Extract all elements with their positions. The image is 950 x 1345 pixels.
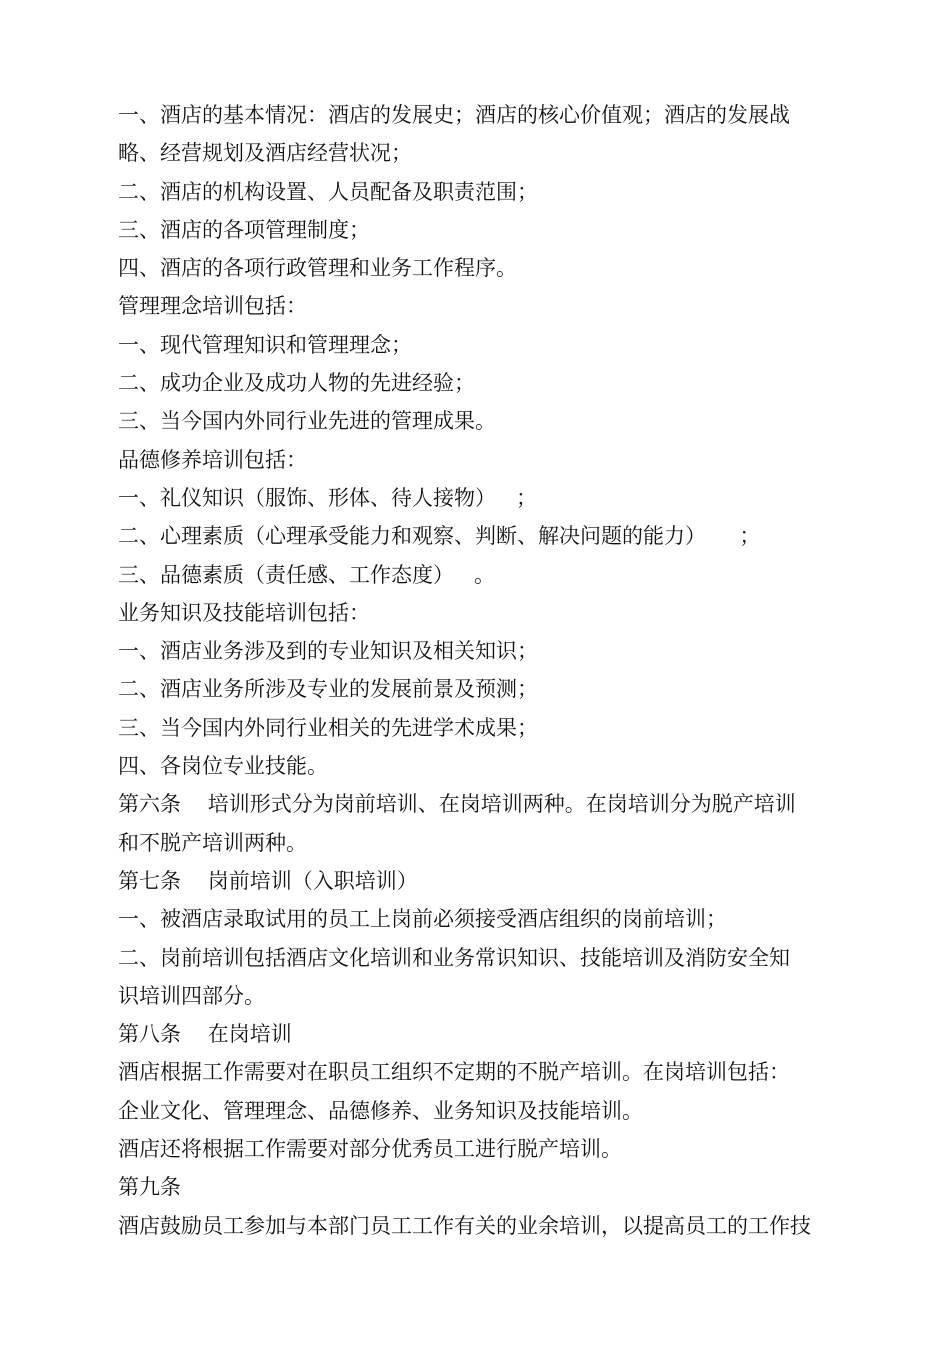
article-line: 第九条 [118, 1175, 181, 1200]
text-line: 四、酒店的各项行政管理和业务工作程序。 [118, 256, 517, 281]
text-line: 识培训四部分。 [118, 983, 265, 1008]
text-line: 二、成功企业及成功人物的先进经验； [118, 371, 475, 396]
text-line: 略、经营规划及酒店经营状况； [118, 141, 412, 166]
text-line: 酒店鼓励员工参加与本部门员工工作有关的业余培训，以提高员工的工作技 [118, 1213, 811, 1238]
text-line: 企业文化、管理理念、品德修养、业务知识及技能培训。 [118, 1098, 643, 1123]
text-line: 酒店根据工作需要对在职员工组织不定期的不脱产培训。在岗培训包括： [118, 1060, 790, 1085]
text-line: 三、当今国内外同行业先进的管理成果。 [118, 409, 496, 434]
section-heading: 管理理念培训包括： [118, 294, 307, 319]
text-line: 酒店还将根据工作需要对部分优秀员工进行脱产培训。 [118, 1137, 622, 1162]
text-line: 和不脱产培训两种。 [118, 830, 307, 855]
text-line: 三、品德素质（责任感、工作态度） 。 [118, 562, 496, 587]
text-line: 一、酒店的基本情况：酒店的发展史；酒店的核心价值观；酒店的发展战 [118, 103, 790, 127]
section-heading: 品德修养培训包括： [118, 447, 307, 472]
text-line: 二、岗前培训包括酒店文化培训和业务常识知识、技能培训及消防安全知 [118, 945, 790, 970]
text-line: 一、被酒店录取试用的员工上岗前必须接受酒店组织的岗前培训； [118, 907, 727, 932]
text-line: 二、酒店的机构设置、人员配备及职责范围； [118, 179, 538, 204]
text-line: 一、礼仪知识（服饰、形体、待人接物） ； [118, 485, 538, 510]
text-line: 二、酒店业务所涉及专业的发展前景及预测； [118, 677, 538, 702]
text-line: 三、酒店的各项管理制度； [118, 217, 370, 242]
text-line: 四、各岗位专业技能。 [118, 754, 328, 779]
article-line: 第七条 岗前培训（入职培训） [118, 868, 418, 893]
text-line: 三、当今国内外同行业相关的先进学术成果； [118, 715, 538, 740]
text-line: 一、酒店业务涉及到的专业知识及相关知识； [118, 639, 538, 664]
text-line: 一、现代管理知识和管理理念； [118, 332, 412, 357]
article-line: 第六条 培训形式分为岗前培训、在岗培训两种。在岗培训分为脱产培训 [118, 792, 796, 817]
text-line: 二、心理素质（心理承受能力和观察、判断、解决问题的能力） ； [118, 524, 761, 549]
document-body [118, 96, 818, 1245]
section-heading: 业务知识及技能培训包括： [118, 600, 370, 625]
article-line: 第八条 在岗培训 [118, 1022, 292, 1047]
